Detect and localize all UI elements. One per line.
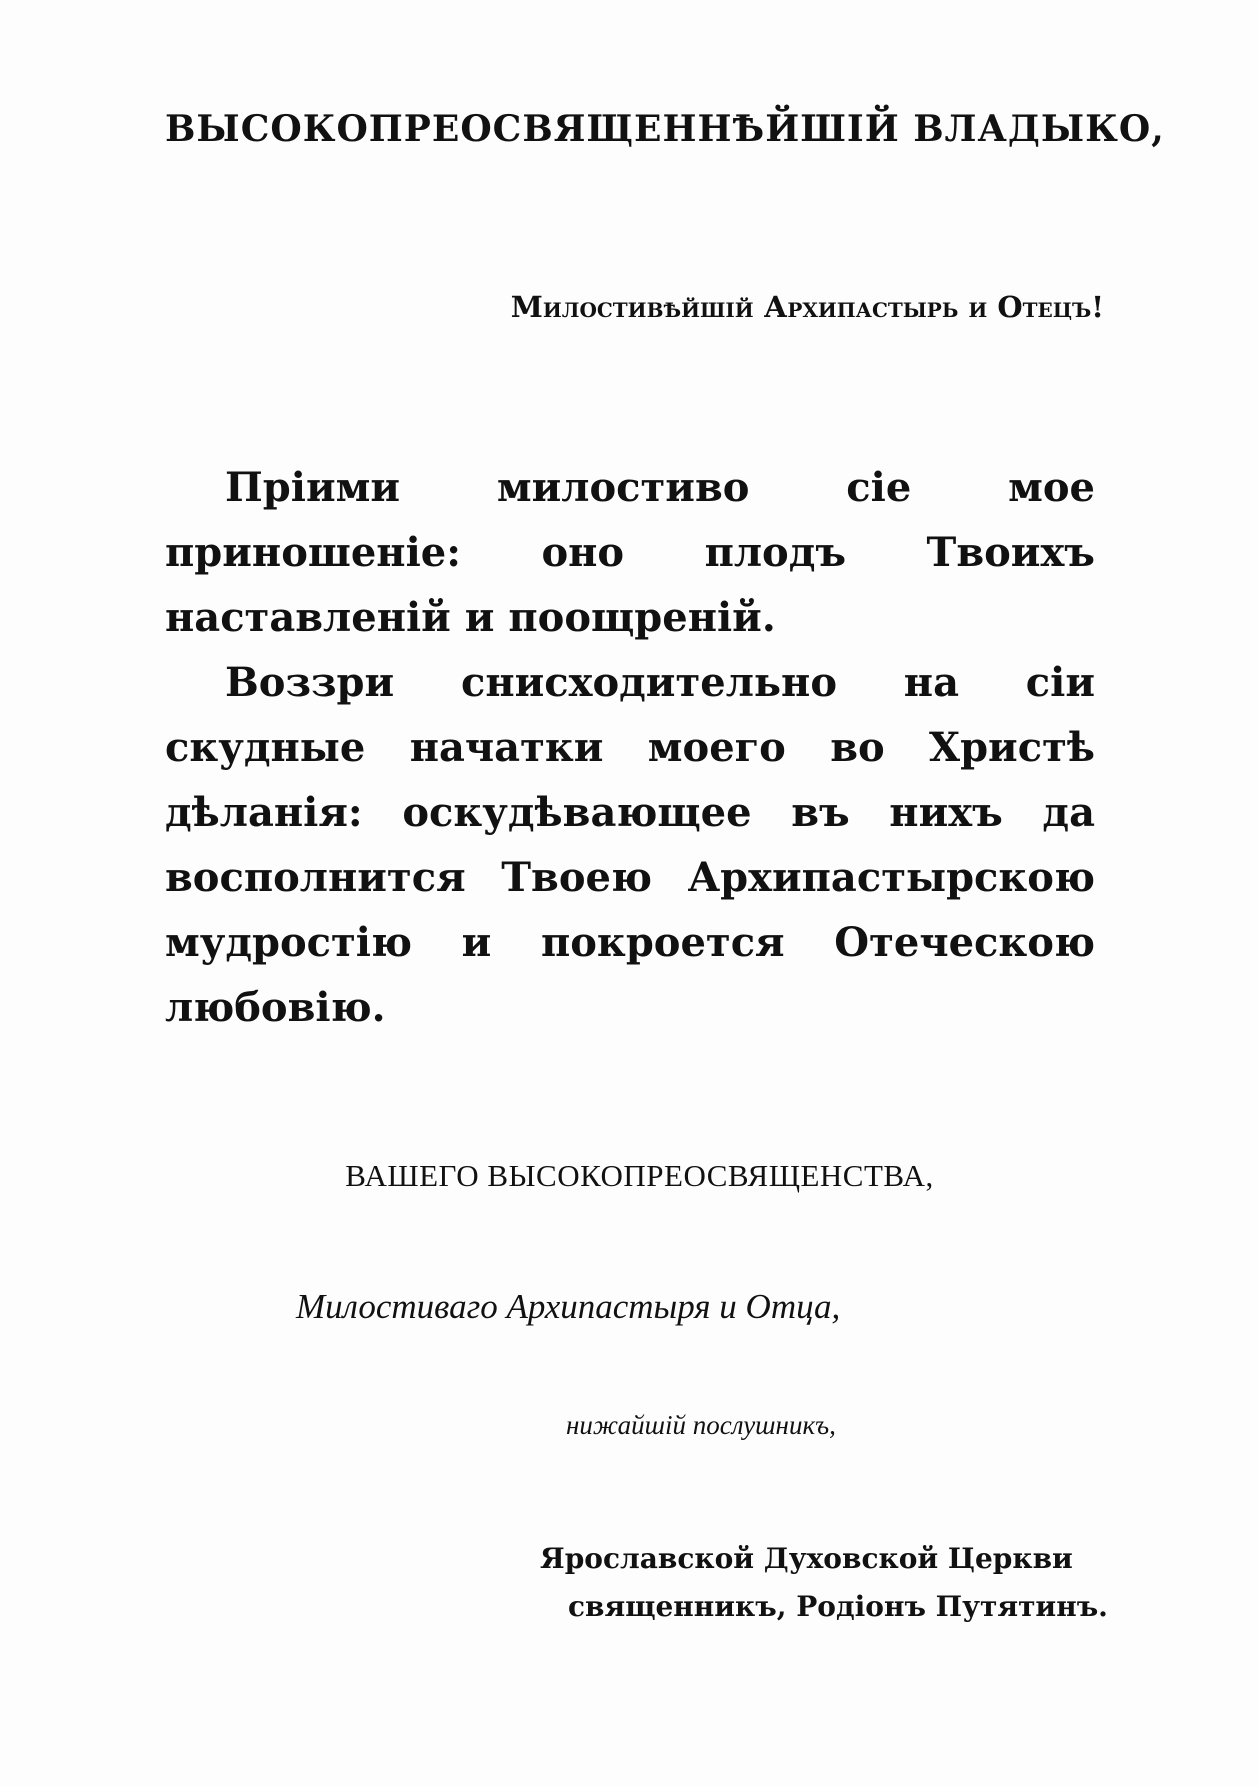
signature-line-1: Ярославской Духовской Церкви xyxy=(540,1542,1073,1575)
salutation-heading: ВЫСОКОПРЕОСВЯЩЕННѢЙШІЙ ВЛАДЫКО, xyxy=(165,108,1165,150)
signature-line-2: священникъ, Родіонъ Путятинъ. xyxy=(568,1590,1108,1623)
signature-block xyxy=(540,1535,1108,1631)
closing-title: ВАШЕГО ВЫСОКОПРЕОСВЯЩЕНСТВА, xyxy=(345,1158,934,1193)
subsalutation: Милостивѣйшій Архипастырь и Отецъ! xyxy=(510,290,1104,324)
closing-address: Милостиваго Архипастыря и Отца, xyxy=(296,1287,841,1326)
dedication-paragraph-1: Пріими милостиво сіе мое приношеніе: оно плодъ Твоихъ наставленій и поощреній. xyxy=(165,464,1095,641)
dedication-body xyxy=(165,455,1095,1040)
closing-humble: нижайшій послушникъ, xyxy=(566,1410,836,1440)
dedication-paragraph-2: Воззри снисходительно на сіи скудные начатки моего во Христѣ дѣланія: оскудѣвающее въ нихъ да восполнится Твоею Архипастырскою мудростію и покроется Отеческою любовію. xyxy=(165,659,1095,1031)
